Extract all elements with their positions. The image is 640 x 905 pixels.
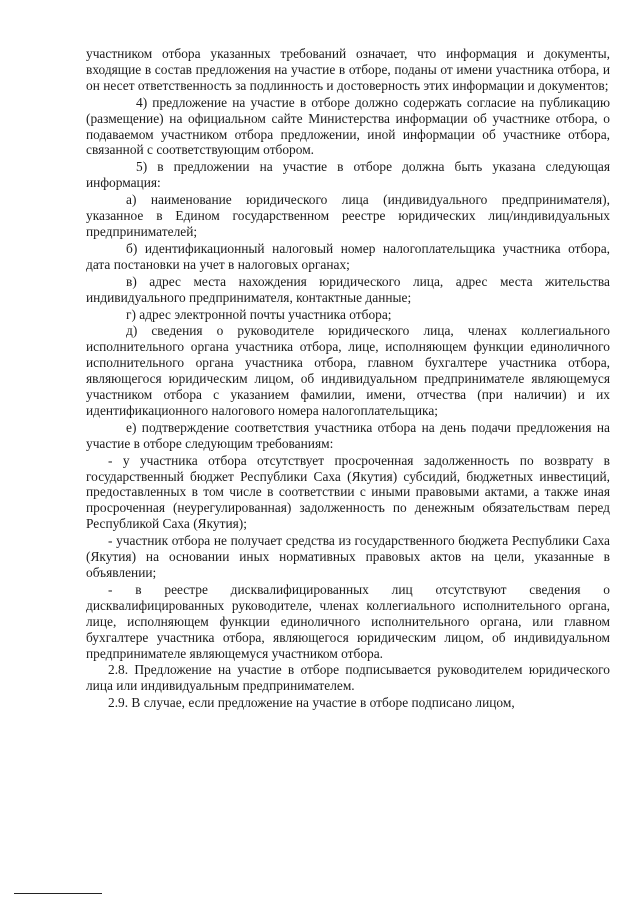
paragraph-item-4: 4) предложение на участие в отборе должно содержать согласие на публикацию (размещение) на официальном сайте Министерства информации об участнике отбора, о подаваемом участником отбора предложении, иной информации об участнике отбора, связанной с соответствующим отбором. — [86, 94, 610, 158]
paragraph-clause-2-9: 2.9. В случае, если предложение на участие в отборе подписано лицом, — [108, 695, 515, 711]
paragraph-subitem-a: а) наименование юридического лица (индивидуального предпринимателя), указанное в Едином государственном реестре юридических лиц/индивидуальных предпринимателей; — [86, 192, 610, 239]
paragraph-subitem-e: е) подтверждение соответствия участника отбора на день подачи предложения на участие в отборе следующим требованиям: — [86, 419, 610, 451]
paragraph-intro-continuation: участником отбора указанных требований означает, что информация и документы, входящие в состав предложения на участие в отборе, поданы от имени участника отбора, и он несет ответственность за подлинность и достоверность этих информации и документов; — [86, 46, 610, 93]
paragraph-subitem-d: д) сведения о руководителе юридического лица, членах коллегиального исполнительного органа участника отбора, лице, исполняющем функции единоличного исполнительного органа участника отбора, главном бухгалтере участника отбора, являющегося юридическим лицом, об индивидуальном предпринимателе являющемуся участником отбора с указанием фамилии, имени, отчества (при наличии) и их идентификационного налогового номера налогоплательщика; — [86, 323, 610, 418]
paragraph-subitem-v: в) адрес места нахождения юридического лица, адрес места жительства индивидуального предпринимателя, контактные данные; — [86, 273, 610, 305]
paragraph-clause-2-8: 2.8. Предложение на участие в отборе подписывается руководителем юридического лица или индивидуальным предпринимателем. — [86, 662, 610, 694]
paragraph-subitem-g: г) адрес электронной почты участника отбора; — [126, 306, 392, 322]
paragraph-requirement-1: - у участника отбора отсутствует просроченная задолженность по возврату в государственный бюджет Республики Саха (Якутия) субсидий, бюджетных инвестиций, предоставленных в том числе в соответствии с иными правовыми актами, а также иная просроченная (неурегулированная) задолженность по денежным обязательствам перед Республикой Саха (Якутия); — [86, 452, 610, 532]
footer-rule — [14, 893, 102, 894]
paragraph-requirement-2: - участник отбора не получает средства из государственного бюджета Республики Саха (Якутия) на основании иных нормативных правовых актов на цели, указанные в объявлении; — [86, 533, 610, 580]
paragraph-subitem-b: б) идентификационный налоговый номер налогоплательщика участника отбора, дата постановки на учет в налоговых органах; — [86, 240, 610, 272]
paragraph-requirement-3: - в реестре дисквалифицированных лиц отсутствуют сведения о дисквалифицированных руководителе, членах коллегиального исполнительного органа, лице, исполняющем функции единоличного исполнительного органа, или главном бухгалтере участника отбора, являющегося юридическим лицом, об индивидуальном предпринимателе являющемуся участником отбора. — [86, 581, 610, 661]
paragraph-item-5: 5) в предложении на участие в отборе должна быть указана следующая информация: — [86, 159, 610, 191]
